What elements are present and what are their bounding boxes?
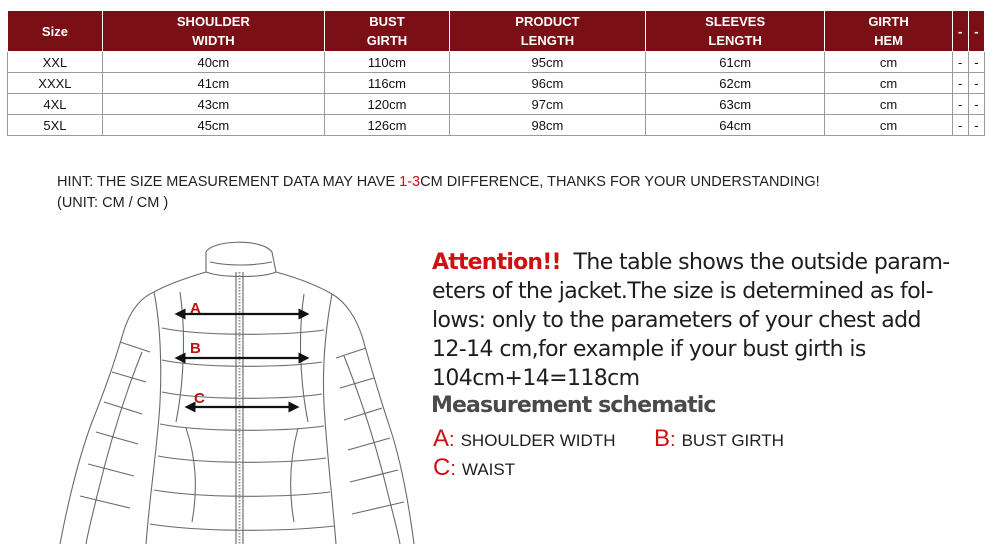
cell-hem: cm	[825, 73, 952, 94]
cell-size: 5XL	[8, 115, 103, 136]
cell-length: 96cm	[450, 73, 646, 94]
cell-bust: 110cm	[324, 52, 449, 73]
cell-sleeves: 62cm	[645, 73, 825, 94]
attention-block	[432, 248, 952, 393]
marker-b: B	[190, 340, 201, 357]
header-blank-1: -	[952, 11, 968, 52]
schematic-title: Measurement schematic	[431, 393, 716, 418]
table-row	[8, 52, 985, 73]
cell-blank: -	[968, 94, 984, 115]
hint-text: HINT: THE SIZE MEASUREMENT DATA MAY HAVE 1-3CM DIFFERENCE, THANKS FOR YOUR UNDERSTANDING!	[57, 174, 820, 190]
cell-size: 4XL	[8, 94, 103, 115]
header-product-length: PRODUCT LENGTH	[450, 11, 646, 52]
legend-label: BUST GIRTH	[681, 431, 784, 450]
marker-c: C	[194, 390, 205, 407]
legend-key: B:	[654, 425, 676, 452]
header-shoulder-width: SHOULDER WIDTH	[102, 11, 324, 52]
cell-shoulder: 43cm	[102, 94, 324, 115]
cell-length: 95cm	[450, 52, 646, 73]
cell-shoulder: 40cm	[102, 52, 324, 73]
header-size: Size	[8, 11, 103, 52]
legend-item-c	[433, 454, 515, 482]
jacket-illustration	[0, 232, 420, 544]
cell-bust: 116cm	[324, 73, 449, 94]
table-header-row	[8, 11, 985, 52]
legend-key: A:	[433, 425, 455, 452]
size-table	[7, 10, 985, 136]
table-row	[8, 115, 985, 136]
cell-sleeves: 64cm	[645, 115, 825, 136]
attention-title: Attention!!	[432, 250, 561, 275]
cell-sleeves: 63cm	[645, 94, 825, 115]
hint-range: 1-3	[399, 174, 421, 190]
attention-line: eters of the jacket.The size is determined as fol-	[432, 279, 933, 304]
cell-blank: -	[952, 52, 968, 73]
header-girth-hem: GIRTH HEM	[825, 11, 952, 52]
table-row	[8, 73, 985, 94]
cell-hem: cm	[825, 115, 952, 136]
attention-line: 104cm+14=118cm	[432, 366, 640, 391]
legend-item-b	[654, 425, 784, 453]
cell-size: XXL	[8, 52, 103, 73]
attention-line: The table shows the outside param-	[573, 250, 950, 275]
legend-key: C:	[433, 454, 456, 481]
cell-shoulder: 41cm	[102, 73, 324, 94]
cell-blank: -	[968, 52, 984, 73]
legend-label: SHOULDER WIDTH	[460, 431, 616, 450]
cell-blank: -	[968, 73, 984, 94]
legend-item-a	[433, 425, 615, 453]
cell-shoulder: 45cm	[102, 115, 324, 136]
table-row	[8, 94, 985, 115]
cell-length: 97cm	[450, 94, 646, 115]
cell-blank: -	[952, 73, 968, 94]
marker-a: A	[190, 300, 201, 317]
cell-blank: -	[968, 115, 984, 136]
attention-line: 12-14 cm,for example if your bust girth is	[432, 337, 866, 362]
cell-size: XXXL	[8, 73, 103, 94]
header-bust-girth: BUST GIRTH	[324, 11, 449, 52]
header-sleeves-length: SLEEVES LENGTH	[645, 11, 825, 52]
unit-text: (UNIT: CM / CM )	[57, 195, 169, 211]
header-blank-2: -	[968, 11, 984, 52]
cell-hem: cm	[825, 94, 952, 115]
cell-hem: cm	[825, 52, 952, 73]
cell-bust: 126cm	[324, 115, 449, 136]
legend-label: WAIST	[461, 460, 516, 479]
cell-blank: -	[952, 94, 968, 115]
cell-blank: -	[952, 115, 968, 136]
cell-sleeves: 61cm	[645, 52, 825, 73]
cell-length: 98cm	[450, 115, 646, 136]
attention-line: lows: only to the parameters of your chest add	[432, 308, 921, 333]
cell-bust: 120cm	[324, 94, 449, 115]
